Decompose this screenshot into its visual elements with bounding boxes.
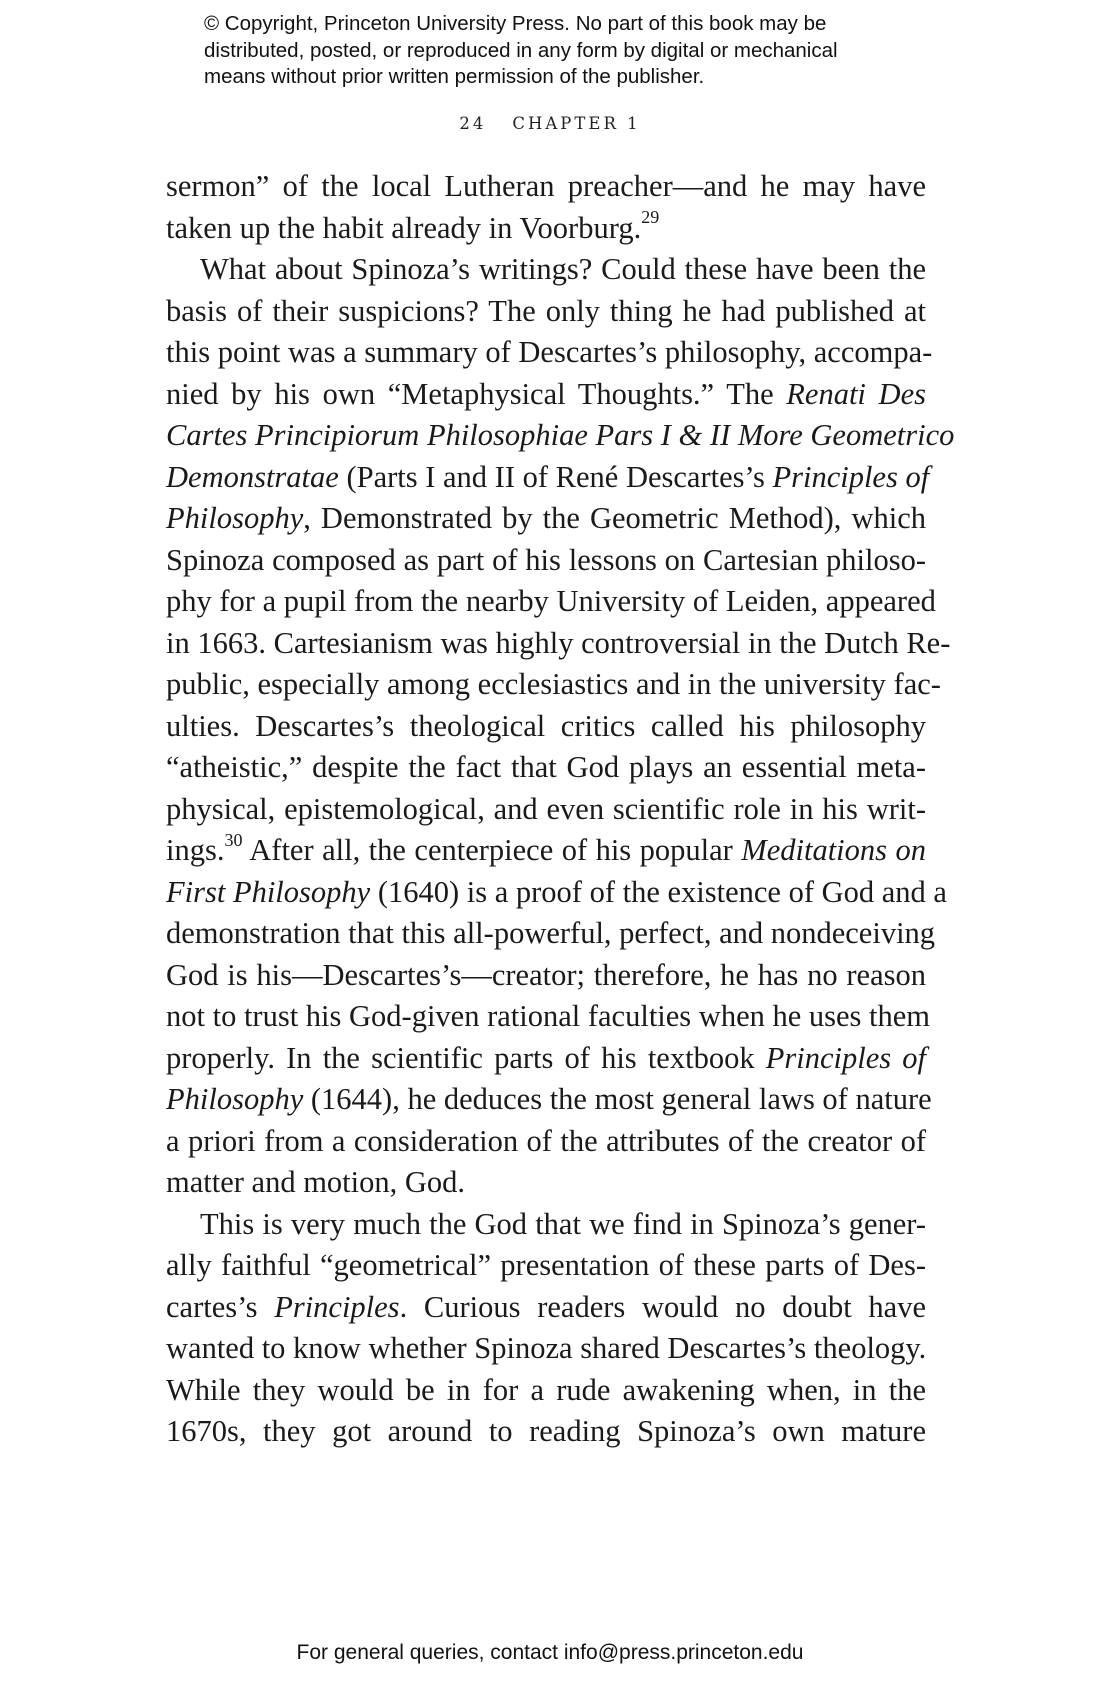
text-line: nied by his own “Metaphysical Thoughts.” The Renati Des	[166, 376, 926, 411]
text-line: basis of their suspicions? The only thing he had published at	[166, 293, 926, 328]
text-line: What about Spinoza’s writings? Could these have been the	[200, 252, 926, 286]
text-line: Philosophy (1644), he deduces the most general laws of nature	[166, 1082, 932, 1116]
chapter-label: CHAPTER 1	[512, 114, 641, 133]
page-number: 24	[459, 114, 487, 133]
text-line: sermon” of the local Lutheran preacher—and he may have	[166, 169, 926, 203]
text-line: phy for a pupil from the nearby University of Leiden, appeared	[166, 584, 936, 618]
text-line: First Philosophy (1640) is a proof of the existence of God and a	[166, 874, 947, 909]
text-line: Cartes Principiorum Philosophiae Pars I & II More Geometrico	[166, 418, 955, 452]
text-line: cartes’s Principles. Curious readers would no doubt have	[166, 1289, 926, 1324]
text-line: properly. In the scientific parts of his textbook Principles of	[166, 1040, 927, 1075]
copyright-notice	[204, 11, 924, 91]
text-line: in 1663. Cartesianism was highly controversial in the Dutch Re-	[166, 625, 951, 660]
footnote-ref-30: 30	[224, 829, 243, 850]
text-line: ings.$^{30}$ After all, the centerpiece of his popular Meditations on	[166, 829, 926, 867]
text-line: demonstration that this all-powerful, perfect, and nondeceiving	[166, 916, 936, 950]
text-line: “atheistic,” despite the fact that God plays an essential meta-	[166, 750, 926, 784]
text-line: While they would be in for a rude awakening when, in the	[166, 1372, 926, 1407]
text-line: 1670s, they got around to reading Spinoza’s own mature	[166, 1414, 926, 1448]
text-line: a priori from a consideration of the attributes of the creator of	[166, 1123, 926, 1158]
copyright-line: distributed, posted, or reproduced in any form by digital or mechanical	[204, 38, 838, 62]
running-head	[0, 114, 1100, 133]
text-line: Spinoza composed as part of his lessons on Cartesian philoso-	[166, 542, 926, 577]
text-line: Demonstratae (Parts I and II of René Descartes’s Principles of	[166, 459, 930, 494]
text-line: this point was a summary of Descartes’s philosophy, accompa-	[166, 335, 933, 369]
text-line: ulties. Descartes’s theological critics called his philosophy	[166, 708, 926, 743]
footnote-ref-29: 29	[641, 207, 660, 228]
text-line: wanted to know whether Spinoza shared Descartes’s theology.	[166, 1331, 927, 1365]
text-line: public, especially among ecclesiastics and in the university fac-	[166, 667, 941, 701]
copyright-line: means without prior written permission of the publisher.	[204, 65, 705, 88]
contact-footer: For general queries, contact info@press.princeton.edu	[296, 1641, 804, 1664]
copyright-line: © Copyright, Princeton University Press. No part of this book may be	[204, 12, 827, 35]
text-line: God is his—Descartes’s—creator; therefore, he has no reason	[166, 957, 926, 992]
text-line: matter and motion, God.	[166, 1165, 466, 1199]
text-line: Philosophy, Demonstrated by the Geometric Method), which	[166, 501, 926, 535]
text-line: taken up the habit already in Voorburg.$^{29}$	[166, 207, 660, 245]
text-line: not to trust his God-given rational faculties when he uses them	[166, 999, 931, 1033]
body-text	[166, 166, 955, 1453]
text-line: This is very much the God that we find in Spinoza’s gener-	[200, 1206, 926, 1241]
text-line: ally faithful “geometrical” presentation of these parts of Des-	[166, 1248, 926, 1282]
text-line: physical, epistemological, and even scientific role in his writ-	[166, 791, 926, 826]
